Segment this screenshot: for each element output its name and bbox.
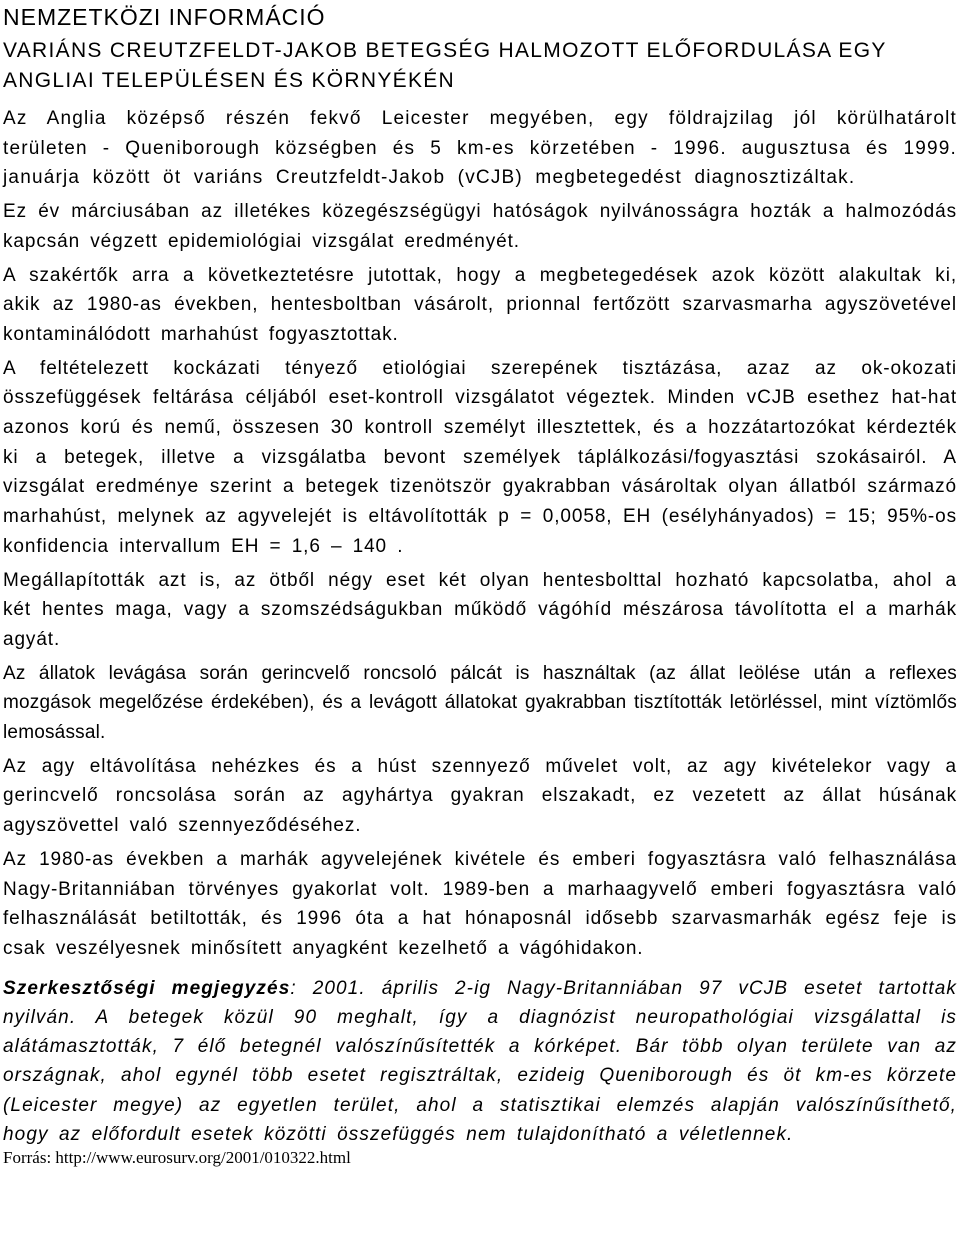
paragraph-slaughter-practice: Az állatok levágása során gerincvelő roncsoló pálcát is használtak (az állat leölése után a reflexes mozgások megelőzése érdekében), és a levágott állatokat gyakrabban tisztították letörléssel, mint víztömlős lemosással. [3,662,957,744]
editor-note-label: Szerkesztőségi megjegyzés [3,977,291,999]
paragraph-conclusion: A szakértők arra a következtetésre jutottak, hogy a megbetegedések azok között alakultak ki, akik az 1980-as években, hentesboltban vásárolt, prionnal fertőzött szarvasmarha agyszövetével kontaminálódott marhahúst fogyasztottak. [3,264,957,345]
paragraph-contamination: Az agy eltávolítása nehézkes és a húst szennyező művelet volt, az agy kivételekor vagy a gerincvelő roncsolása során az agyhártya gyakran elszakadt, ez vezetett az állat húsának agyszövettel való szennyeződéséhez. [3,755,957,837]
paragraph-intro: Az Anglia középső részén fekvő Leicester megyében, egy földrajzilag jól körülhatárolt területen - Queniborough községben és 5 km-es körzetében - 1996. augusztusa és 1999. januárja között öt variáns Creutzfeldt-Jakob (vCJB) megbetegedést diagnosztizáltak. [3,108,957,189]
section-label: NEMZETKÖZI INFORMÁCIÓ [3,4,326,30]
paragraph-legislation: Az 1980-as években a marhák agyvelejének kivétele és emberi fogyasztásra való felhasználása Nagy-Britanniában törvényes gyakorlat volt. 1989-ben a marhaagyvelő emberi fogyasztásra való felhasználását betiltották, és 1996 óta a hat hónaposnál idősebb szarvasmarhák egész feje is csak veszélyesnek minősített anyagként kezelhető a vágóhidakon. [3,848,957,959]
editor-note [3,974,957,1149]
source-citation: Forrás: http://www.eurosurv.org/2001/010322.html [3,1147,351,1167]
paragraph-butchers: Megállapították azt is, az ötből négy eset két olyan hentesbolttal hozható kapcsolatba, ahol a két hentes maga, vagy a szomszédságukban működő vágóhíd mészárosa távolította el a marhák agyát. [3,569,957,650]
editor-note-text: : 2001. április 2-ig Nagy-Britanniában 97 vCJB esetet tartottak nyilván. A betegek közül 90 meghalt, így a diagnózist neuropathológiai vizsgálattal is alátámasztották, 7 élő betegnél valószínűsítették a kórképet. Bár több olyan területe van az országnak, ahol egynél több esetet regisztráltak, ezideig Queniborough és öt km-es körzete (Leicester megye) az egyetlen terület, ahol a statisztikai elemzés alapján valószínűsíthető, hogy az előfordult esetek közötti összefüggés nem tulajdonítható a véletlennek. [3,977,957,1145]
paragraph-announcement: Ez év márciusában az illetékes közegészségügyi hatóságok nyilvánosságra hozták a halmozódás kapcsán végzett epidemiológiai vizsgálat eredményét. [3,201,957,252]
article-headline: VARIÁNS CREUTZFELDT-JAKOB BETEGSÉG HALMOZOTT ELŐFORDULÁSA EGY ANGLIAI TELEPÜLÉSEN ÉS KÖRNYÉKÉN [3,39,887,92]
paragraph-case-control-study: A feltételezett kockázati tényező etiológiai szerepének tisztázása, azaz az ok-okozati összefüggések feltárása céljából eset-kontroll vizsgálatot végeztek. Minden vCJB esethez hat-hat azonos korú és nemű, összesen 30 kontroll személyt illesztettek, és a hozzátartozókat kérdezték ki a betegek, illetve a vizsgálatba bevont személyek táplálkozási/fogyasztási szokásairól. A vizsgálat eredménye szerint a betegek tizenötször gyakrabban vásároltak olyan állatból származó marhahúst, melynek az agyvelejét is eltávolították p = 0,0058, EH (esélyhányados) = 15; 95%-os konfidencia intervallum EH = 1,6 – 140 . [3,357,957,557]
